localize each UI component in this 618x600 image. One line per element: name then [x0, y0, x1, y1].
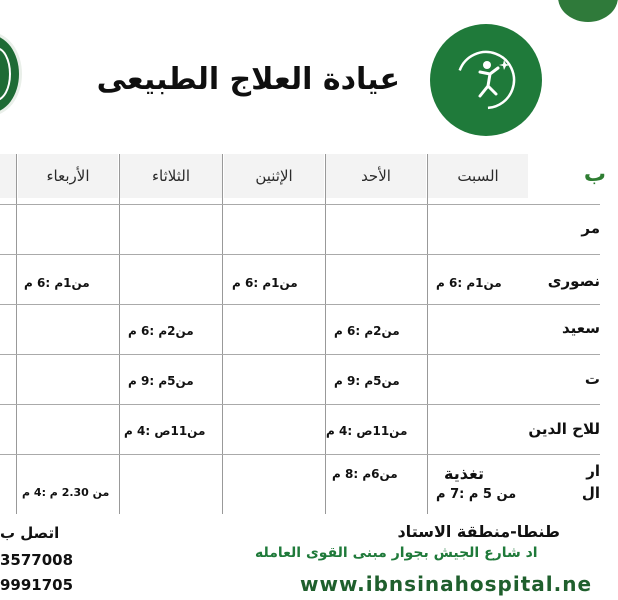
grid-line [222, 154, 223, 514]
doctor-name: ال [581, 484, 600, 502]
header-wednesday: الأربعاء [18, 154, 118, 198]
page-title: عيادة العلاج الطبيعى [96, 62, 400, 97]
header-saturday: السبت [428, 154, 528, 198]
doctor-name: ت [584, 370, 600, 388]
grid-line [0, 304, 600, 305]
schedule-cell: من2م :6 م [334, 324, 400, 338]
schedule-cell: من2م :6 م [128, 324, 194, 338]
schedule-table [0, 154, 606, 514]
phone-number[interactable]: 9991705 [0, 576, 74, 594]
grid-line [0, 254, 600, 255]
schedule-cell: من6م :8 م [332, 467, 398, 481]
schedule-cell: من11ص :4 م [326, 424, 408, 438]
header-doctor: ب [583, 162, 606, 187]
schedule-cell: من5م :9 م [334, 374, 400, 388]
clinic-logo [430, 24, 542, 136]
partner-logo [0, 32, 22, 116]
footer-location: طنطا-منطقة الاستاد [397, 522, 560, 541]
doctor-name: ار [586, 462, 600, 480]
schedule-cell: من1م :6 م [232, 276, 298, 290]
grid-line [0, 454, 600, 455]
footer-website-link[interactable]: www.ibnsinahospital.ne [300, 572, 593, 596]
footer-address: اد شارع الجيش بجوار مبنى القوى العامله [255, 545, 538, 561]
schedule-cell: من1م :6 م [24, 276, 90, 290]
schedule-cell: من11ص :4 م [124, 424, 206, 438]
doctor-name: نصورى [547, 272, 600, 290]
doctor-name: سعيد [561, 319, 600, 337]
grid-line [325, 154, 326, 514]
schedule-cell: من 5 م :7 م [436, 487, 517, 502]
contact-label: اتصل ب [0, 524, 60, 542]
grid-line [427, 154, 428, 514]
header-sunday: الأحد [326, 154, 426, 198]
doctor-name: مر [581, 219, 600, 237]
grid-line [16, 154, 17, 514]
doctor-name: للاح الدين [528, 420, 600, 438]
corner-decoration [558, 0, 618, 22]
header-cut [0, 154, 16, 198]
grid-line [0, 204, 600, 205]
grid-line [119, 154, 120, 514]
nutrition-label: تغذية [444, 464, 484, 483]
grid-line [0, 404, 600, 405]
grid-line [0, 354, 600, 355]
schedule-cell: من1م :6 م [436, 276, 502, 290]
header-monday: الإثنين [224, 154, 324, 198]
header-tuesday: الثلاثاء [120, 154, 222, 198]
schedule-cell: من 2.30 م :4 م [22, 486, 110, 499]
phone-number[interactable]: 3577008 [0, 551, 74, 569]
schedule-cell: من5م :9 م [128, 374, 194, 388]
